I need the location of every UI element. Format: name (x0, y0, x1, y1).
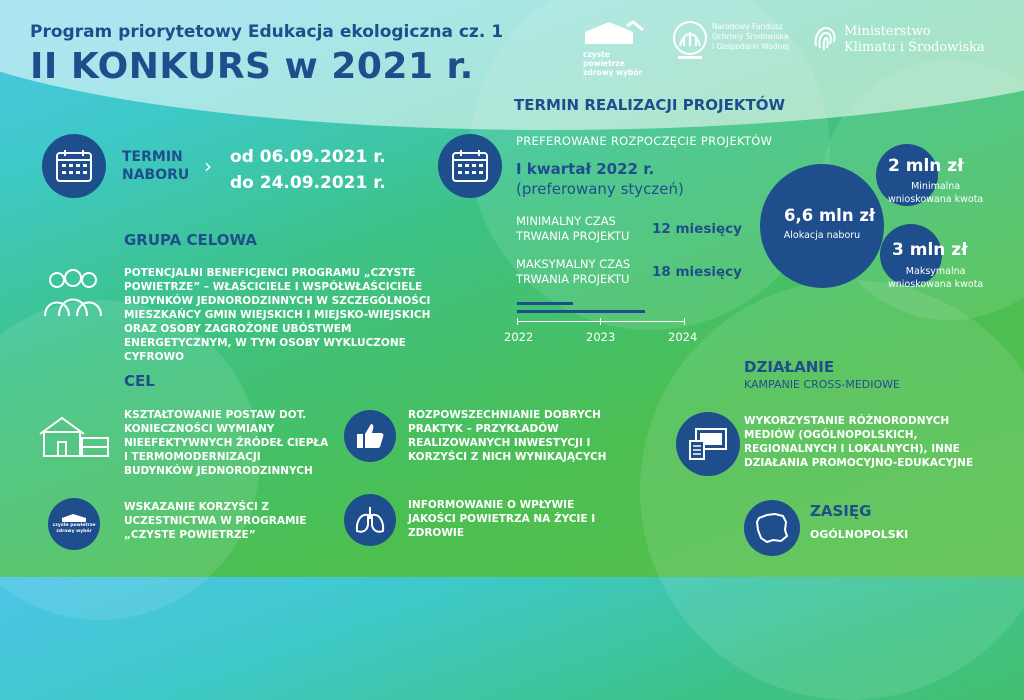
alokacja-min-value: 2 mln zł (888, 156, 964, 176)
media-icon (676, 412, 740, 476)
timeline-bar-min (517, 302, 573, 305)
timeline-tick (517, 318, 518, 325)
alokacja-min-label: Minimalna wnioskowana kwota (888, 181, 984, 205)
dzialanie-text: WYKORZYSTANIE RÓŻNORODNYCH MEDIÓW (OGÓLNOPOLSKICH, REGIONALNYCH I LOKALNYCH), INNE DZIAŁANIA PROMOCYJNO-EDUKACYJNE (744, 415, 974, 469)
max-duration-label: MAKSYMALNY CZAS TRWANIA PROJEKTU (516, 257, 631, 286)
timeline-bar-max (517, 310, 645, 313)
nabor-label: TERMIN NABORU (122, 149, 190, 183)
lungs-icon (344, 494, 396, 546)
page-subtitle: Program priorytetowy Edukacja ekologiczna cz. 1 (30, 22, 504, 42)
nfosigw-emblem-icon (672, 20, 708, 62)
nfosigw-logo: Narodowy Fundusz Ochrony Środowiska i Gospodarki Wodnej (672, 20, 792, 68)
zasieg-heading: ZASIĘG (810, 502, 872, 520)
alokacja-circle (760, 164, 884, 288)
grupa-text: POTENCJALNI BENEFICJENCI PROGRAMU „CZYSTE POWIETRZE” – WŁAŚCICIELE I WSPÓŁWŁAŚCICIELE BUDYNKÓW JEDNORODZINNYCH W SZCZEGÓLNOŚCI MIESZKAŃCY GMIN WIEJSKICH I MIEJSKO-WIEJSKICH ORAZ OSOBY ZAGROŻONE UBÓSTWEM ENERGETYCZNYM, W TYM OSOBY WYKLUCZONE CYFROWO (124, 267, 431, 363)
bg-circle (640, 280, 1024, 700)
house-icon (38, 414, 110, 462)
max-duration-value: 18 miesięcy (652, 264, 742, 280)
min-duration-value: 12 miesięcy (652, 221, 742, 237)
cel-item: KSZTAŁTOWANIE POSTAW DOT. KONIECZNOŚCI WYMIANY NIEEFEKTYWNYCH ŹRÓDEŁ CIEPŁA I TERMOMODERNIZACJI BUDYNKÓW JEDNORODZINNYCH (124, 409, 329, 477)
alokacja-max-label: Maksymalna wnioskowana kwota (888, 266, 984, 290)
calendar-icon-circle (42, 134, 106, 198)
poland-map-icon (744, 500, 800, 556)
preferred-note: (preferowany styczeń) (516, 180, 684, 198)
calendar-icon (451, 149, 489, 183)
dzialanie-subheading: KAMPANIE CROSS-MEDIOWE (744, 378, 900, 391)
chevron-right-icon: › (204, 154, 212, 178)
cel-item: INFORMOWANIE O WPŁYWIE JAKOŚCI POWIETRZA NA ŻYCIE I ZDROWIE (408, 499, 596, 539)
page-title: II KONKURS w 2021 r. (30, 46, 474, 87)
timeline-year: 2022 (504, 330, 534, 344)
nabor-from: od 06.09.2021 r. (230, 147, 386, 167)
timeline-year: 2023 (586, 330, 616, 344)
nabor-to: do 24.09.2021 r. (230, 173, 386, 193)
czyste-powietrze-small-logo: czyste powietrze zdrowy wybór (48, 498, 100, 550)
timeline-year: 2024 (668, 330, 698, 344)
timeline-axis (517, 321, 685, 322)
cel-item: ROZPOWSZECHNIANIE DOBRYCH PRAKTYK – PRZYKŁADÓW REALIZOWANYCH INWESTYCJI I KORZYŚCI Z NICH WYNIKAJĄCYCH (408, 409, 607, 463)
realizacja-heading: TERMIN REALIZACJI PROJEKTÓW (514, 96, 786, 114)
czyste-powietrze-logo: czyste powietrze zdrowy wybór (583, 20, 653, 68)
cel-heading: CEL (124, 372, 155, 390)
fingerprint-icon (812, 24, 838, 54)
alokacja-max-value: 3 mln zł (892, 240, 968, 260)
house-roof-icon (61, 513, 87, 523)
alokacja-total-label: Alokacja naboru (783, 230, 861, 241)
dzialanie-heading: DZIAŁANIE (744, 358, 835, 376)
thumbs-up-icon (344, 410, 396, 462)
grupa-heading: GRUPA CELOWA (124, 231, 258, 249)
timeline-tick (600, 318, 601, 325)
zasieg-value: OGÓLNOPOLSKI (810, 528, 909, 541)
timeline (504, 296, 698, 346)
cel-item: WSKAZANIE KORZYŚCI Z UCZESTNICTWA W PROGRAMIE „CZYSTE POWIETRZE” (124, 501, 307, 541)
calendar-icon (55, 149, 93, 183)
calendar-icon-circle (438, 134, 502, 198)
preferred-label: PREFEROWANE ROZPOCZĘCIE PROJEKTÓW (516, 134, 773, 148)
timeline-tick (684, 318, 685, 325)
preferred-value: I kwartał 2022 r. (516, 160, 655, 178)
nabor-dates (230, 144, 386, 196)
people-icon (40, 268, 106, 324)
min-duration-label: MINIMALNY CZAS TRWANIA PROJEKTU (516, 214, 630, 243)
alokacja-total-value: 6,6 mln zł (784, 206, 876, 225)
ministry-logo: Ministerstwo Klimatu i Środowiska (812, 24, 1012, 64)
